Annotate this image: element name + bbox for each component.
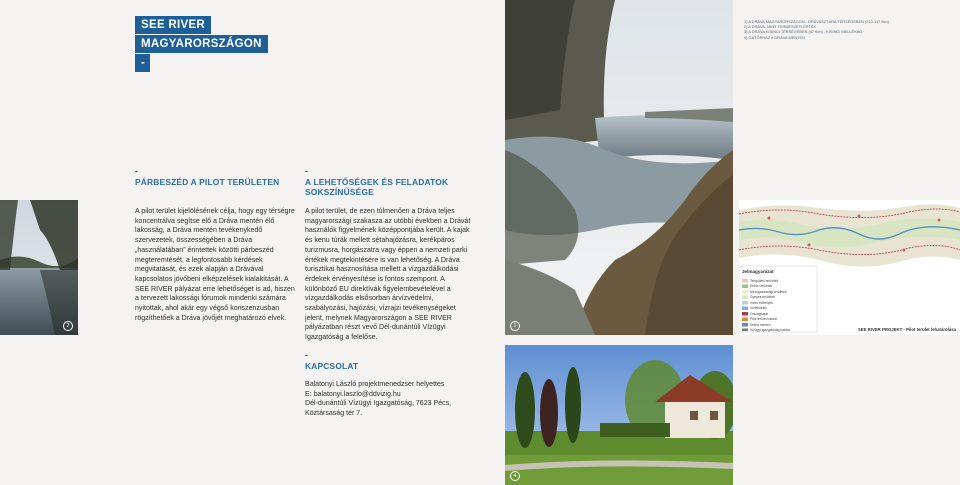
house-photo: [505, 345, 733, 485]
contact-heading: KAPCSOLAT: [305, 361, 359, 371]
contact-block: [305, 380, 475, 419]
map-legend-item: Vízfelületek: [750, 306, 768, 310]
map-legend-item: Vízügyi igazgatóság határa: [750, 328, 790, 332]
map-legend-item: Erdős területek: [750, 284, 773, 288]
dialogue-heading: PÁRBESZÉD A PILOT TERÜLETEN: [135, 177, 280, 187]
dialogue-dash: -: [135, 166, 138, 176]
caption-4: 4) GÁTŐRHÁZ A DRÁVA MENTÉN: [744, 34, 805, 40]
opportunities-heading-line-1: A LEHETŐSÉGEK ÉS FELADATOK: [305, 177, 449, 187]
caption-3: 3) A DRÁVA KISINCI TÉRSÉGÉBEN (87 fkm) - KISINCI MELLÉKÁG: [744, 29, 863, 35]
title-line-2: MAGYARORSZÁGON: [135, 35, 268, 53]
contact-address-1: Dél-dunántúli Vízügyi Igazgatóság, 7623 Pécs,: [305, 400, 452, 408]
dialogue-body: A pilot terület kijelölésének célja, hogy egy térségre koncentrálva segítse elő a Dráva mentén élő lakosság, a Dráva mentén tevékenykedő szervezetek, összességében a Dráva „használatában” érintettek közötti párbeszéd megteremtését, a legfontosabb kérdések megvitatását, és ezek alapján a Drávával kapcsolatos jövőbeni elképzelések kialakítását. A SEE RIVER pályázat erre lehetőséget is ad, hiszen a tervezett lakossági fórumok mindenki számára nyitottak, ahol akár egy végső konszenzusban rögzíthetőek a Dráva jövőjét meghatározó elvek.: [135, 208, 295, 322]
map-legend-item: Pilot terület határa: [750, 317, 777, 321]
map-legend-item: Mezőgazdasági területek: [750, 289, 787, 294]
contact-dash: -: [305, 350, 308, 360]
title-line-1: SEE RIVER: [135, 16, 211, 34]
contact-address-2: Köztársaság tér 7.: [305, 410, 363, 418]
map-footer: SEE RIVER PROJEKT - Pilot terület lehatárolása: [857, 327, 956, 332]
caption-list: [744, 19, 889, 40]
map-legend-item: Települési területek: [750, 278, 779, 283]
contact-email[interactable]: E: balatonyi.laszlo@ddvizig.hu: [305, 390, 401, 398]
map-legend-item: Dráva mentén: [750, 322, 771, 327]
pilot-area-map: [739, 200, 960, 335]
opportunities-heading-line-2: SOKSZÍNŰSÉGE: [305, 187, 374, 197]
photo-number-4: 4: [510, 471, 520, 481]
river-photo-main: [505, 0, 733, 335]
map-legend-title: Jelmagyarázat: [742, 269, 774, 274]
contact-name: Balatonyi László projektmenedzser helyettes: [305, 381, 445, 388]
caption-1: 1) A DRÁVA MAGYARORSZÁGON - DRÁVASZTÁRA TÉRSÉGÉBEN (210-117 fkm): [744, 19, 889, 24]
map-legend-item: Vizes élőhelyek: [750, 300, 773, 305]
river-photo-left: [0, 200, 78, 335]
photo-number-2: 2: [63, 321, 73, 331]
opportunities-body: A pilot terület, de ezen túlmenően a Dráva teljes magyarországi szakasza az utóbbi években a Drávát használók figyelmének középpontjába került. A kajak és kenu túrák mellett sétahajózásra, kerékpáros turizmusra, horgászatra vagy éppen a nemzeti parki értékek megtekintésére is van lehetőség. A Dráva turisztikai hasznosítása mellett a vízgazdálkodási érdekek érvényesítése is fontos szempont. A különböző EU direktívák figyelembevételével a vízgazdálkodás elsősorban árvízvédelmi, szabályozási, hajózási, vízrajzi tevékenységeket jelent, melynek Magyarországon a SEE RIVER pályázatban részt vevő Dél-dunántúli Vízügyi Igazgatóság a felelőse.: [305, 208, 471, 342]
caption-2: 2) A DRÁVA, MINT TERMÉSZETI ÉRTÉK: [744, 24, 817, 30]
map-legend: [750, 279, 790, 334]
photo-number-1: 1: [510, 321, 520, 331]
title-line-3: -: [135, 54, 150, 72]
map-legend-item: Országhatár: [750, 311, 769, 316]
opportunities-dash: -: [305, 166, 308, 176]
map-legend-item: Gyepes területek: [750, 295, 775, 299]
